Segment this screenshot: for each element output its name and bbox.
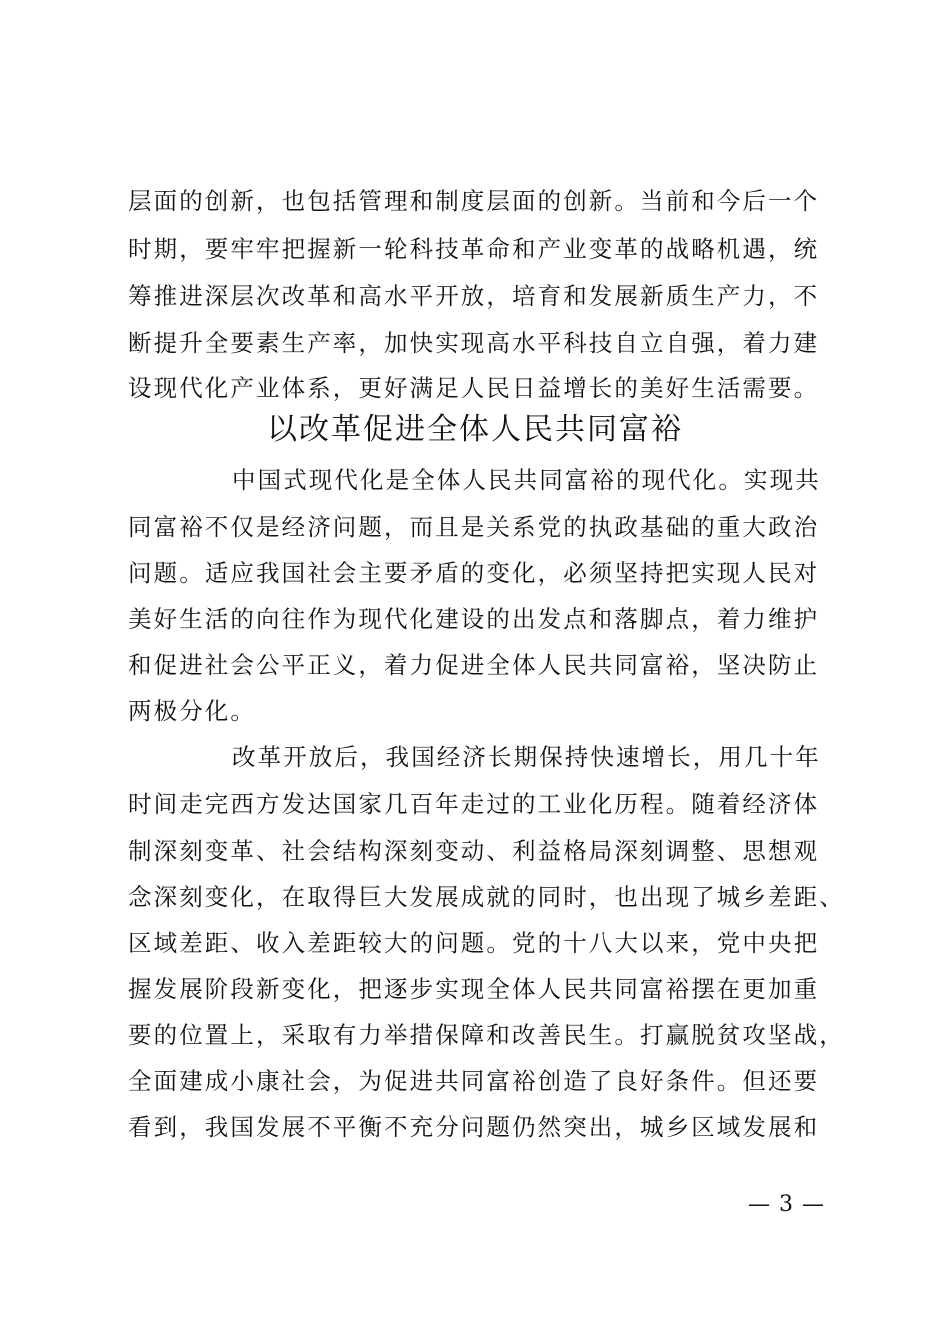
page-number: — 3 — bbox=[748, 1192, 825, 1217]
text-line: 时间走完西方发达国家几百年走过的工业化历程。随着经济体 bbox=[128, 790, 820, 818]
text-line: 时期，要牢牢把握新一轮科技革命和产业变革的战略机遇，统 bbox=[128, 235, 820, 263]
text-line: 中国式现代化是全体人民共同富裕的现代化。实现共 bbox=[232, 466, 821, 494]
section-heading: 以改革促进全体人民共同富裕 bbox=[267, 412, 683, 447]
text-line: 念深刻变化，在取得巨大发展成就的同时，也出现了城乡差距、 bbox=[128, 883, 845, 911]
text-line: 区域差距、收入差距较大的问题。党的十八大以来，党中央把 bbox=[128, 929, 820, 957]
text-line: 问题。适应我国社会主要矛盾的变化，必须坚持把实现人民对 bbox=[128, 559, 820, 587]
text-line: 制深刻变革、社会结构深刻变动、利益格局深刻调整、思想观 bbox=[128, 837, 820, 865]
text-line: 层面的创新，也包括管理和制度层面的创新。当前和今后一个 bbox=[128, 187, 820, 215]
text-line: 设现代化产业体系，更好满足人民日益增长的美好生活需要。 bbox=[128, 374, 820, 402]
text-line: 和促进社会公平正义，着力促进全体人民共同富裕，坚决防止 bbox=[128, 651, 820, 679]
text-line: 改革开放后，我国经济长期保持快速增长，用几十年 bbox=[232, 743, 821, 771]
text-line: 同富裕不仅是经济问题，而且是关系党的执政基础的重大政治 bbox=[128, 513, 820, 541]
text-line: 筹推进深层次改革和高水平开放，培育和发展新质生产力，不 bbox=[128, 282, 820, 310]
text-line: 两极分化。 bbox=[128, 697, 256, 725]
text-line: 全面建成小康社会，为促进共同富裕创造了良好条件。但还要 bbox=[128, 1067, 820, 1095]
text-line: 握发展阶段新变化，把逐步实现全体人民共同富裕摆在更加重 bbox=[128, 975, 820, 1003]
text-line: 断提升全要素生产率，加快实现高水平科技自立自强，着力建 bbox=[128, 329, 820, 357]
text-line: 美好生活的向往作为现代化建设的出发点和落脚点，着力维护 bbox=[128, 605, 820, 633]
text-line: 要的位置上，采取有力举措保障和改善民生。打赢脱贫攻坚战， bbox=[128, 1021, 845, 1049]
text-line: 看到，我国发展不平衡不充分问题仍然突出，城乡区域发展和 bbox=[128, 1113, 820, 1141]
